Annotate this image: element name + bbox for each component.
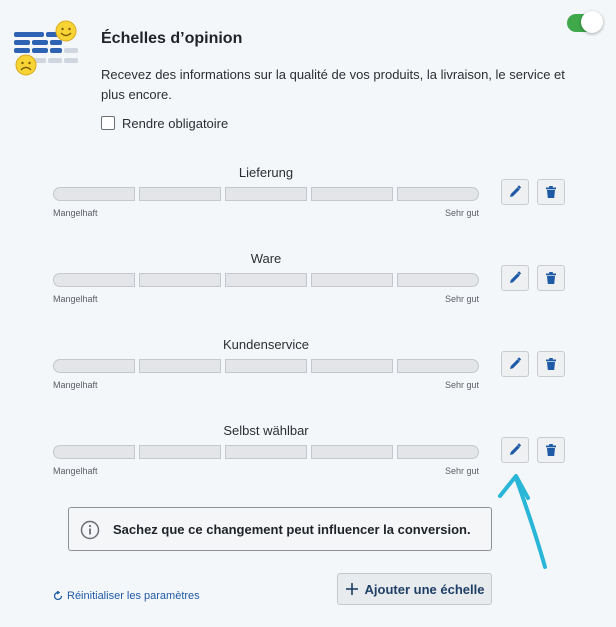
scale-min-label: Mangelhaft (53, 208, 98, 218)
pencil-icon (508, 357, 522, 371)
scale-min-label: Mangelhaft (53, 466, 98, 476)
rating-segment (139, 273, 221, 287)
pencil-icon (508, 443, 522, 457)
highlight-arrow-icon (490, 462, 560, 572)
enable-toggle[interactable] (567, 14, 601, 32)
rating-bar (53, 359, 479, 373)
info-icon (80, 520, 100, 540)
opinion-scale-logo-icon (12, 18, 82, 78)
scale-title: Ware (250, 251, 282, 266)
reset-label: Réinitialiser les paramètres (67, 590, 200, 602)
delete-scale-button[interactable] (537, 351, 565, 377)
edit-scale-button[interactable] (501, 179, 529, 205)
rating-segment (397, 445, 479, 459)
scale-max-label: Sehr gut (444, 294, 479, 304)
rating-bar (53, 445, 479, 459)
rating-segment (139, 445, 221, 459)
refresh-icon (53, 591, 63, 601)
scale-max-label: Sehr gut (444, 466, 479, 476)
edit-scale-button[interactable] (501, 265, 529, 291)
trash-icon (544, 357, 558, 371)
rating-segment (225, 359, 307, 373)
rating-segment (139, 187, 221, 201)
rating-segment (53, 187, 135, 201)
rating-bar (53, 187, 479, 201)
scale-item (0, 337, 616, 417)
rating-segment (397, 273, 479, 287)
edit-scale-button[interactable] (501, 437, 529, 463)
page-title: Échelles d’opinion (101, 30, 243, 47)
rating-segment (139, 359, 221, 373)
add-scale-button[interactable] (337, 573, 492, 605)
pencil-icon (508, 185, 522, 199)
scale-item (0, 251, 616, 331)
scale-max-label: Sehr gut (444, 208, 479, 218)
trash-icon (544, 271, 558, 285)
trash-icon (544, 185, 558, 199)
description-text: Recevez des informations sur la qualité de vos produits, la livraison, le service et plus encore. (101, 67, 565, 102)
toggle-knob (581, 11, 603, 33)
notice-text: Sachez que ce changement peut influencer la conversion. (113, 522, 471, 537)
delete-scale-button[interactable] (537, 265, 565, 291)
rating-segment (397, 187, 479, 201)
rating-segment (311, 445, 393, 459)
rating-segment (225, 273, 307, 287)
rating-segment (311, 187, 393, 201)
rating-segment (53, 359, 135, 373)
add-scale-label: Ajouter une échelle (364, 581, 485, 597)
rating-segment (225, 445, 307, 459)
required-label: Rendre obligatoire (122, 116, 229, 131)
reset-settings-link[interactable] (53, 590, 200, 602)
scale-min-label: Mangelhaft (53, 294, 98, 304)
delete-scale-button[interactable] (537, 179, 565, 205)
edit-scale-button[interactable] (501, 351, 529, 377)
rating-segment (311, 359, 393, 373)
rating-segment (225, 187, 307, 201)
rating-segment (53, 273, 135, 287)
rating-segment (53, 445, 135, 459)
scale-title: Kundenservice (223, 337, 309, 352)
scale-title: Selbst wählbar (223, 423, 309, 438)
rating-segment (311, 273, 393, 287)
scale-max-label: Sehr gut (444, 380, 479, 390)
delete-scale-button[interactable] (537, 437, 565, 463)
conversion-notice (68, 507, 492, 551)
required-checkbox[interactable] (101, 116, 115, 130)
rating-bar (53, 273, 479, 287)
plus-icon (345, 582, 359, 596)
trash-icon (544, 443, 558, 457)
pencil-icon (508, 271, 522, 285)
scale-item (0, 165, 616, 245)
scale-min-label: Mangelhaft (53, 380, 98, 390)
scale-title: Lieferung (238, 165, 294, 180)
rating-segment (397, 359, 479, 373)
